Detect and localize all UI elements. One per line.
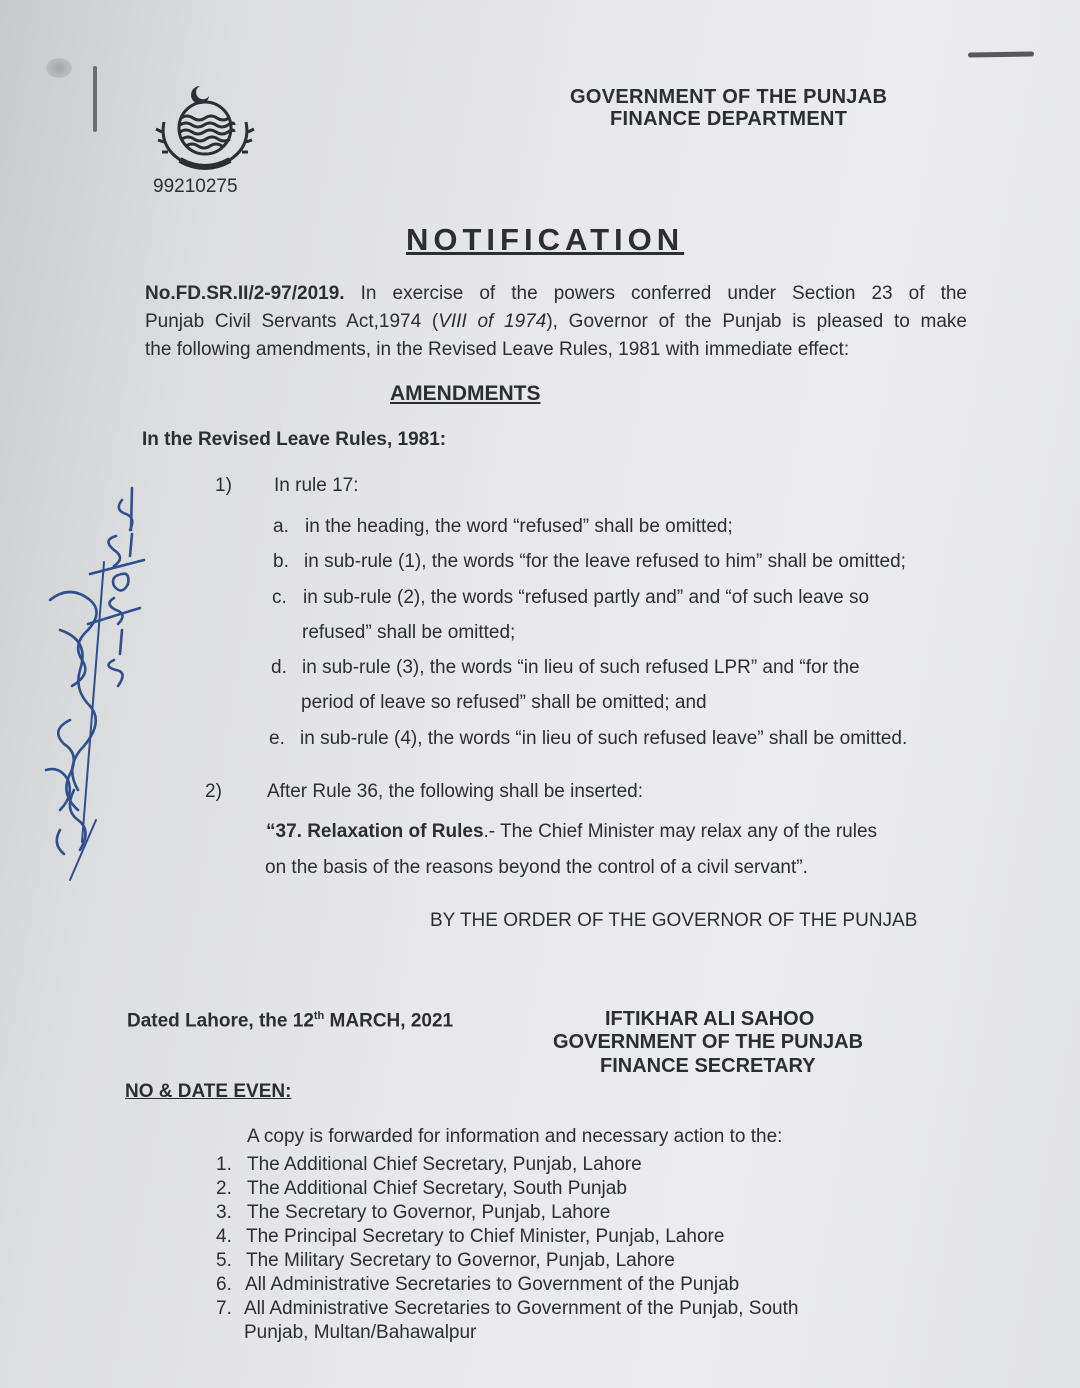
sub-item-text: in sub-rule (3), the words “in lieu of such refused LPR” and “for the: [302, 657, 860, 678]
item-number: 2): [205, 781, 222, 802]
list-item: [216, 1153, 798, 1177]
inserted-rule-body: .- The Chief Minister may relax any of the rules: [483, 821, 878, 842]
signatory-title: FINANCE SECRETARY: [600, 1055, 816, 1077]
sub-item-text: in sub-rule (4), the words “in lieu of such refused leave” shall be omitted.: [300, 728, 908, 749]
dated-line: [127, 1010, 453, 1032]
list-item-number: 1.: [216, 1154, 232, 1175]
rules-heading: In the Revised Leave Rules, 1981:: [142, 429, 447, 450]
dated-ordinal: th: [313, 1010, 325, 1022]
preamble-line-2a: Punjab Civil Servants Act,1974 (: [145, 311, 439, 332]
list-item-text: All Administrative Secretaries to Government of the Punjab: [245, 1274, 740, 1295]
sub-item-letter: d.: [271, 657, 287, 678]
preamble-paragraph: [145, 280, 967, 364]
inserted-rule-text: [266, 821, 877, 843]
page-title: NOTIFICATION: [406, 222, 685, 257]
reference-number: No.FD.SR.II/2-97/2019.: [145, 283, 345, 304]
copy-intro: A copy is forwarded for information and necessary action to the:: [247, 1126, 783, 1147]
sub-item-text: in the heading, the word “refused” shall be omitted;: [305, 516, 733, 537]
handwritten-signature-icon: [30, 470, 170, 900]
inserted-rule-text-continued: on the basis of the reasons beyond the control of a civil servant”.: [265, 857, 808, 878]
signatory-name: IFTIKHAR ALI SAHOO: [605, 1008, 815, 1030]
list-item-text: Punjab, Multan/Bahawalpur: [244, 1322, 477, 1343]
act-citation: VIII of 1974: [438, 311, 547, 332]
list-item-text: The Additional Chief Secretary, Punjab, Lahore: [247, 1154, 642, 1175]
list-item-text: The Military Secretary to Governor, Punjab, Lahore: [246, 1250, 675, 1271]
sub-item-text-continued: period of leave so refused” shall be omitted; and: [301, 692, 707, 713]
item-text: After Rule 36, the following shall be inserted:: [267, 781, 643, 802]
sub-item-text-continued: refused” shall be omitted;: [302, 622, 516, 643]
sub-item-letter: c.: [272, 587, 287, 608]
sub-item-text: in sub-rule (2), the words “refused partly and” and “of such leave so: [303, 587, 870, 608]
list-item: [216, 1273, 798, 1297]
list-item: [216, 1177, 798, 1201]
sub-item-letter: e.: [269, 728, 285, 749]
inserted-rule-title: “37. Relaxation of Rules: [266, 821, 484, 842]
org-name: GOVERNMENT OF THE PUNJAB: [570, 86, 888, 108]
recipient-list: [216, 1153, 798, 1345]
document-code: 99210275: [153, 176, 238, 197]
list-item-number: 4.: [216, 1226, 232, 1247]
item-number: 1): [215, 475, 232, 496]
preamble-line-3: the following amendments, in the Revised Leave Rules, 1981 with immediate effect:: [145, 339, 850, 360]
list-item-continued: [216, 1321, 798, 1345]
list-item-text: The Additional Chief Secretary, South Punjab: [247, 1178, 627, 1199]
department-name: FINANCE DEPARTMENT: [610, 108, 848, 130]
list-item-number: 6.: [216, 1274, 232, 1295]
item-text: In rule 17:: [274, 475, 359, 496]
list-item: [216, 1249, 798, 1273]
list-item-number: 5.: [216, 1250, 232, 1271]
sub-item-letter: a.: [273, 516, 289, 537]
list-item: [216, 1297, 798, 1321]
list-item: [216, 1201, 798, 1225]
preamble-line-2b: ), Governor of the Punjab is pleased to make: [546, 311, 967, 332]
staple-mark: [93, 66, 97, 132]
list-item-text: The Principal Secretary to Chief Minister, Punjab, Lahore: [246, 1226, 725, 1247]
list-item-number: 2.: [216, 1178, 232, 1199]
no-date-even: NO & DATE EVEN:: [125, 1081, 292, 1102]
list-item-number: 3.: [216, 1202, 232, 1223]
list-item-number: 7.: [216, 1298, 232, 1319]
list-item: [216, 1225, 798, 1249]
order-line: BY THE ORDER OF THE GOVERNOR OF THE PUNJAB: [430, 910, 918, 931]
sub-item-text: in sub-rule (1), the words “for the leave refused to him” shall be omitted;: [304, 551, 906, 572]
punjab-emblem-icon: [150, 82, 260, 174]
signatory-org: GOVERNMENT OF THE PUNJAB: [553, 1031, 864, 1053]
punch-hole: [46, 58, 72, 78]
dated-suffix: MARCH, 2021: [324, 1010, 454, 1032]
dated-prefix: Dated Lahore, the 12: [127, 1010, 314, 1032]
preamble-line-1: In exercise of the powers conferred under Section 23 of the: [360, 283, 967, 304]
section-heading: AMENDMENTS: [390, 382, 541, 405]
list-item-text: The Secretary to Governor, Punjab, Lahore: [247, 1202, 611, 1223]
pen-dash-mark: [968, 51, 1034, 57]
sub-item-letter: b.: [273, 551, 289, 572]
list-item-text: All Administrative Secretaries to Government of the Punjab, South: [244, 1298, 799, 1319]
